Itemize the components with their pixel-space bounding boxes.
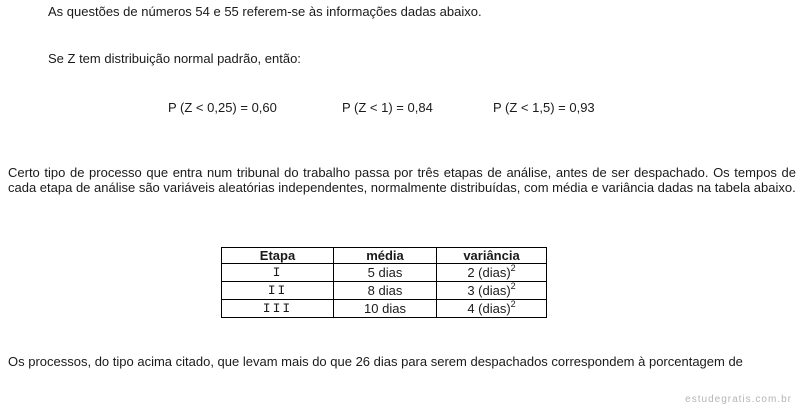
table-row: [222, 264, 547, 282]
variancia-cell: [437, 264, 547, 282]
etapa-cell: III: [222, 300, 334, 318]
variancia-cell: [437, 282, 547, 300]
variancia-cell: [437, 300, 547, 318]
etapa-cell: II: [222, 282, 334, 300]
variancia-exponent: 2: [510, 299, 516, 309]
problem-paragraph: Certo tipo de processo que entra num tribunal do trabalho passa por três etapas de análise, antes de ser despachado. Os tempos de cada etapa de análise são variáveis aleatórias independentes, normalmente distribuídas, com média e variância dadas na tabela abaixo.: [8, 165, 796, 195]
table-row: [222, 300, 547, 318]
media-cell: 10 dias: [334, 300, 437, 318]
variancia-exponent: 2: [510, 263, 516, 273]
table-row: [222, 282, 547, 300]
header-etapa: Etapa: [222, 248, 334, 264]
header-variancia: variância: [437, 248, 547, 264]
normal-distribution-text: Se Z tem distribuição normal padrão, então:: [48, 51, 301, 66]
etapa-cell: I: [222, 264, 334, 282]
probability-z-1-5: P (Z < 1,5) = 0,93: [493, 100, 595, 115]
probability-z-1: P (Z < 1) = 0,84: [342, 100, 433, 115]
variancia-value: 4 (dias): [467, 301, 511, 316]
header-media: média: [334, 248, 437, 264]
distribution-table: [221, 247, 547, 318]
watermark-text: estudegratis.com.br: [685, 394, 792, 405]
variancia-value: 2 (dias): [467, 265, 511, 280]
media-cell: 5 dias: [334, 264, 437, 282]
variancia-exponent: 2: [510, 281, 516, 291]
variancia-value: 3 (dias): [467, 283, 511, 298]
question-text: Os processos, do tipo acima citado, que levam mais do que 26 dias para serem despachados correspondem à porcentagem de: [8, 354, 743, 369]
probability-z-0-25: P (Z < 0,25) = 0,60: [168, 100, 277, 115]
table-header-row: [222, 248, 547, 264]
media-cell: 8 dias: [334, 282, 437, 300]
intro-text: As questões de números 54 e 55 referem-se às informações dadas abaixo.: [48, 4, 482, 19]
